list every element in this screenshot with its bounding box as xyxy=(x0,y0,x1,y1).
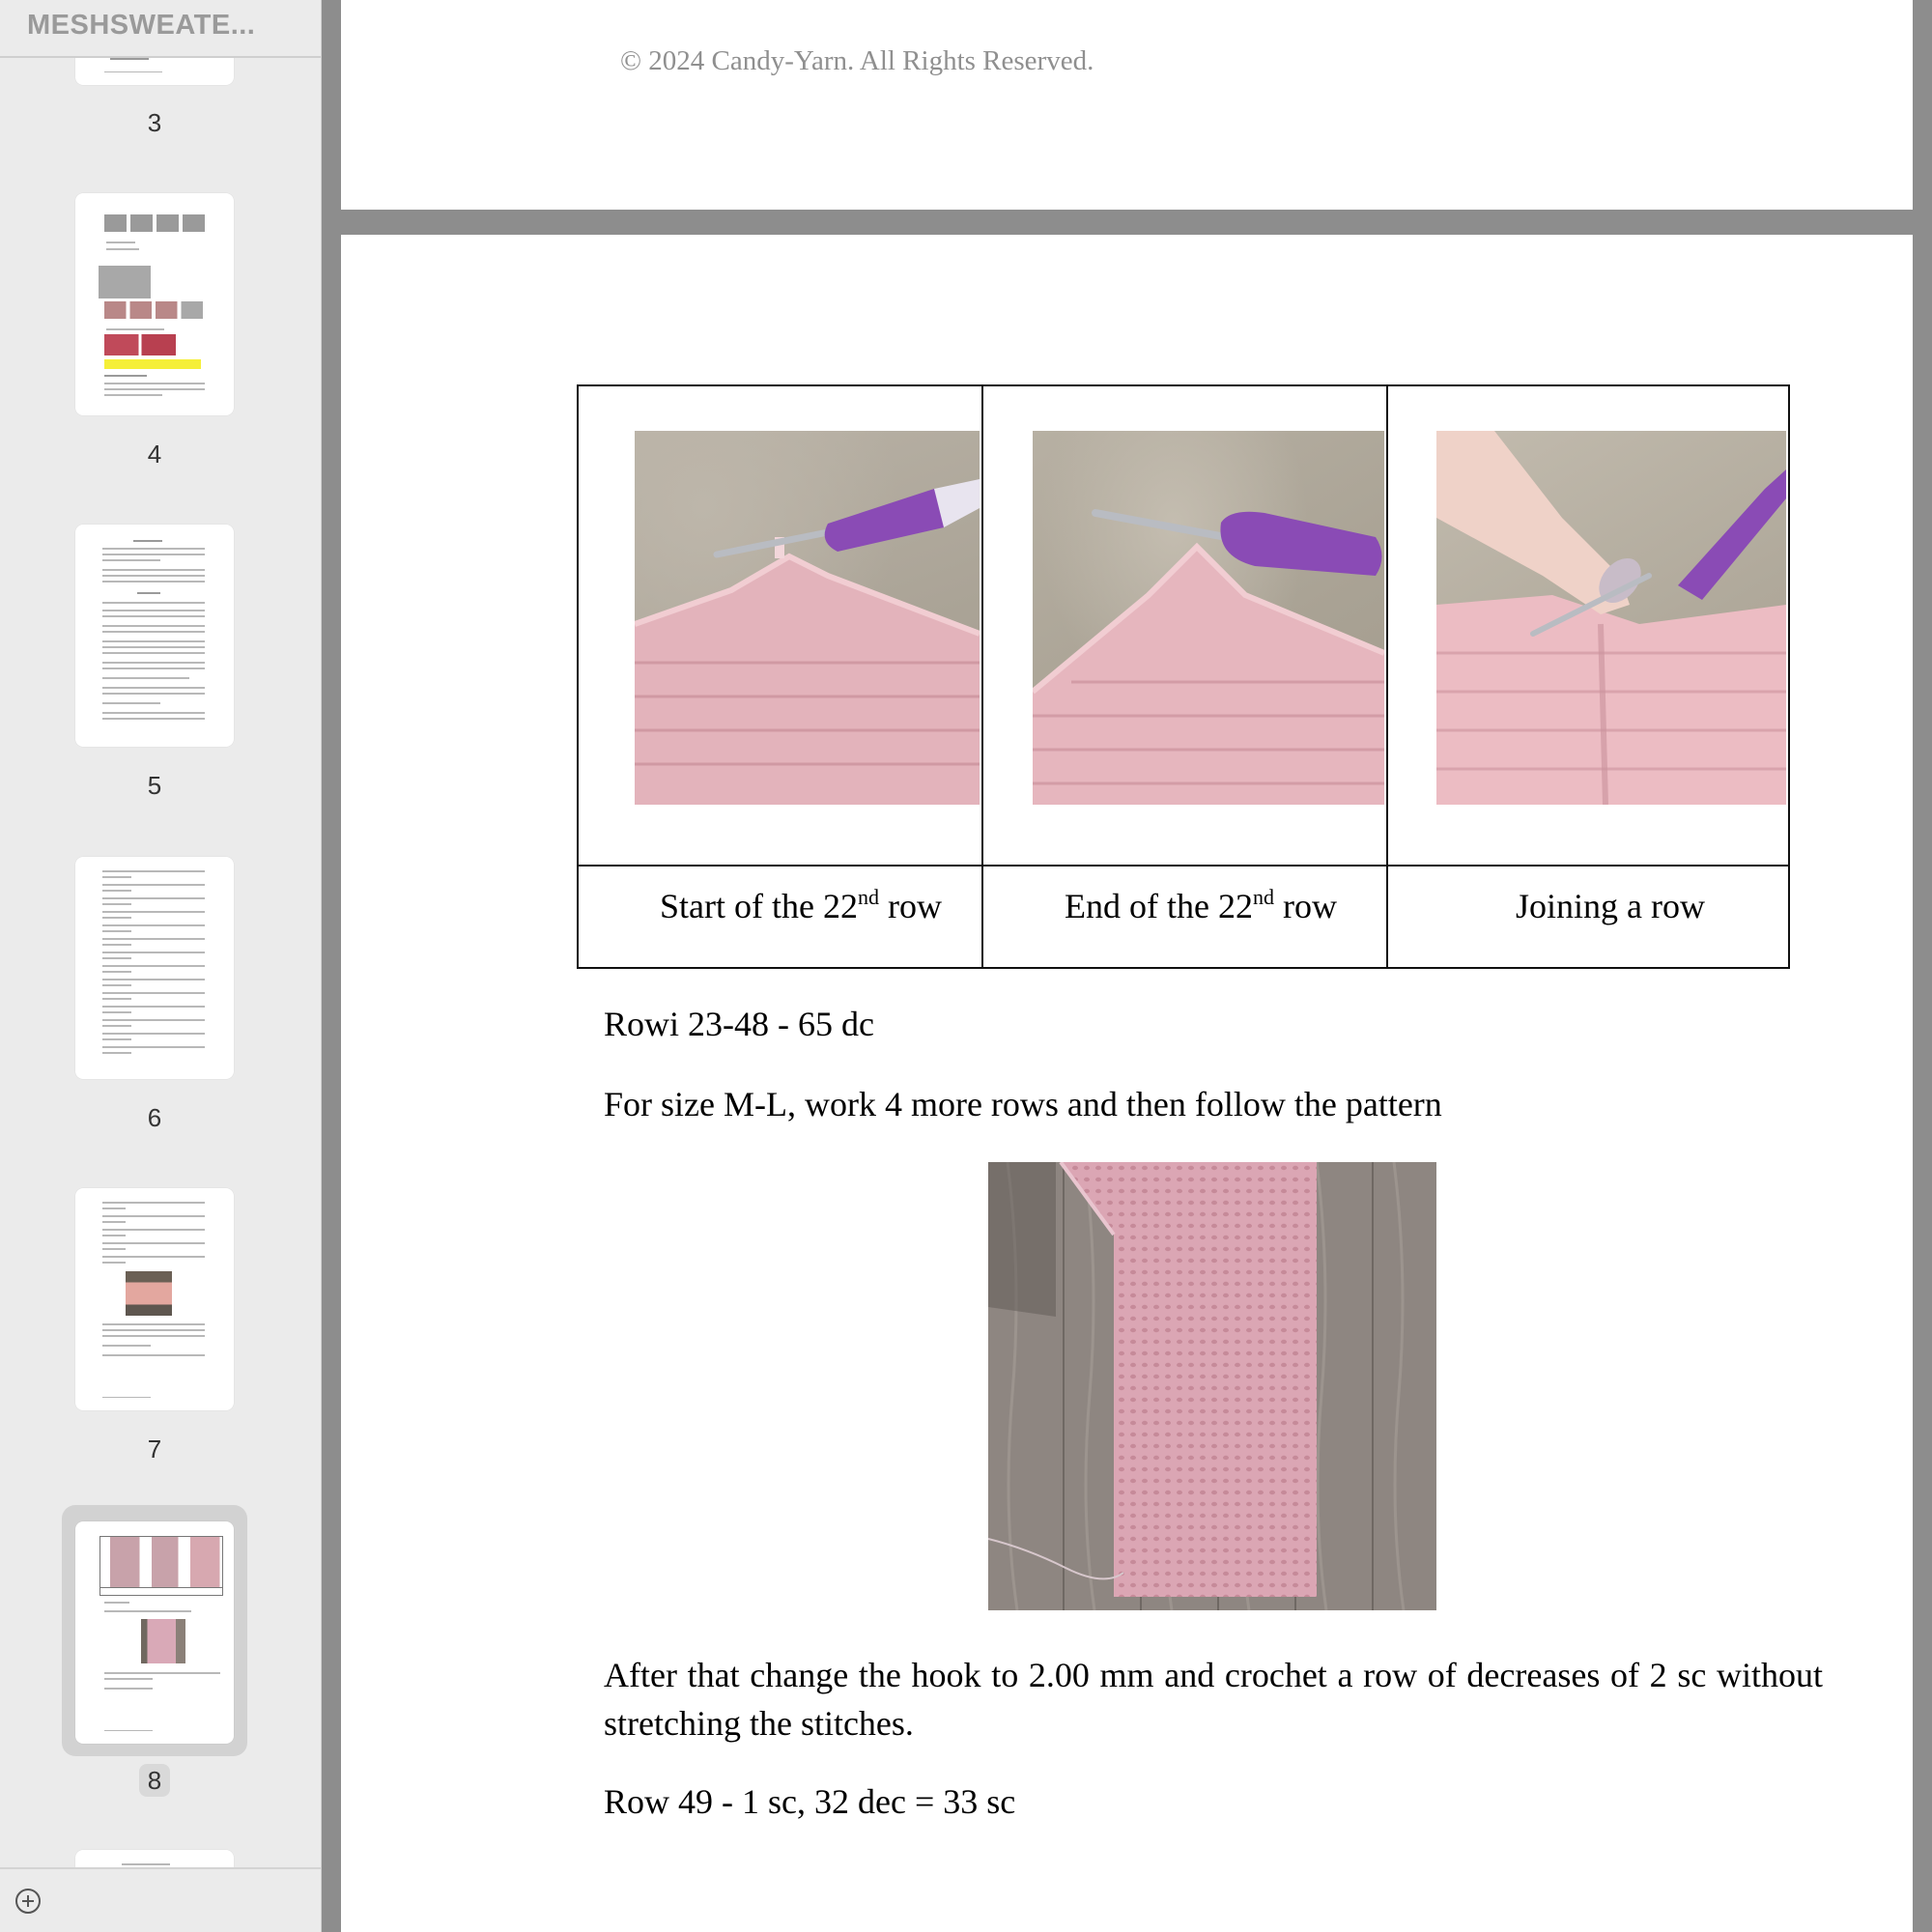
table-divider xyxy=(981,386,983,967)
crochet-hook-end-of-row-photo xyxy=(1033,431,1384,805)
thumbnail-label-3: 3 xyxy=(147,108,162,137)
photo-illustration xyxy=(635,431,980,805)
hand-joining-row-photo xyxy=(1436,431,1786,805)
document-title: MESHSWEATE... xyxy=(27,10,256,41)
thumbnail-page-6[interactable] xyxy=(75,857,234,1079)
thumbnail-label-7: 7 xyxy=(147,1435,162,1463)
size-note: For size M-L, work 4 more rows and then follow the pattern xyxy=(604,1085,1442,1123)
table-divider xyxy=(1386,386,1388,967)
caption-start-of-row: Start of the 22nd row xyxy=(660,885,942,925)
hook-change-instruction: After that change the hook to 2.00 mm and crochet a row of decreases of 2 sc without stretching the stitches. xyxy=(604,1656,1823,1743)
thumbnail-label-4: 4 xyxy=(147,440,162,469)
thumbnail-page-8[interactable] xyxy=(75,1521,234,1744)
thumbnail-label-8: 8 xyxy=(0,1766,309,1796)
table-divider xyxy=(579,865,1788,867)
page-footer-copyright: © 2024 Candy-Yarn. All Rights Reserved. xyxy=(620,45,1094,76)
caption-joining-row: Joining a row xyxy=(1516,887,1705,925)
photo-illustration xyxy=(988,1162,1436,1610)
document-page-current xyxy=(341,235,1913,1932)
sidebar-footer xyxy=(0,1867,321,1932)
plus-circle-icon[interactable] xyxy=(15,1889,41,1914)
photo-table xyxy=(577,384,1790,969)
thumbnail-page-5[interactable] xyxy=(75,525,234,747)
thumbnail-label-6: 6 xyxy=(147,1103,162,1132)
row-instruction-49: Row 49 - 1 sc, 32 dec = 33 sc xyxy=(604,1782,1016,1821)
sidebar-header xyxy=(0,0,321,58)
row-instruction-23-48: Rowi 23-48 - 65 dc xyxy=(604,1005,874,1043)
document-page-previous xyxy=(341,0,1913,210)
pink-crochet-sleeve-photo xyxy=(988,1162,1436,1610)
photo-illustration xyxy=(1436,431,1786,805)
thumbnail-page-7[interactable] xyxy=(75,1188,234,1410)
crochet-hook-start-of-row-photo xyxy=(635,431,980,805)
thumbnail-label-5: 5 xyxy=(147,771,162,800)
thumbnail-list[interactable] xyxy=(0,0,321,1867)
thumbnail-page-4[interactable] xyxy=(75,193,234,415)
thumbnail-sidebar xyxy=(0,0,322,1932)
thumbnail-page-9[interactable] xyxy=(75,1850,234,1867)
caption-end-of-row: End of the 22nd row xyxy=(1065,885,1337,925)
photo-illustration xyxy=(1033,431,1384,805)
